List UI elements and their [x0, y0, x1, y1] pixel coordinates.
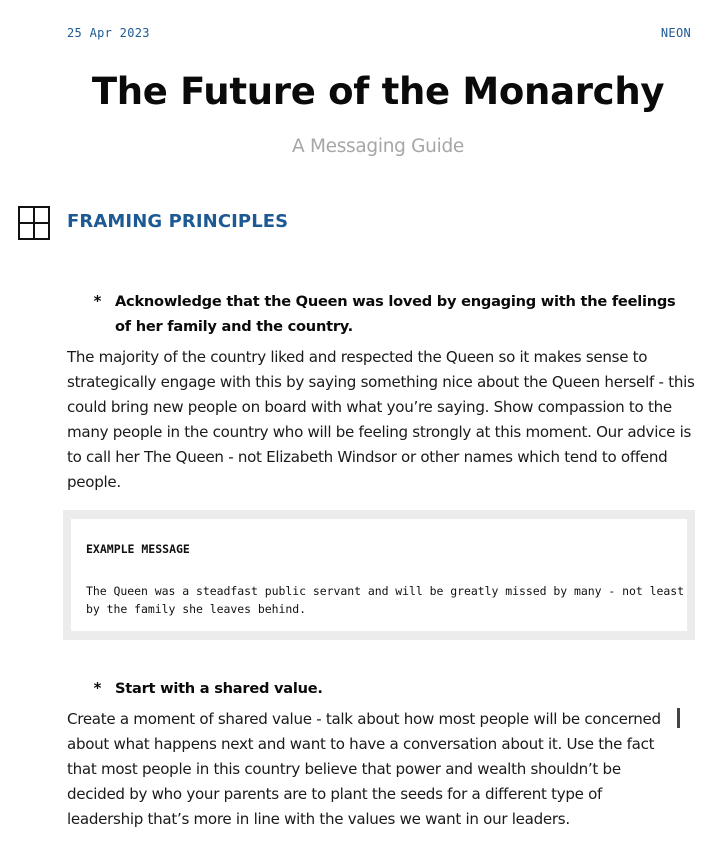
brand-name[interactable]: NEON [660, 26, 691, 40]
body-paragraph: The majority of the country liked and respected the Queen so it makes sense to strategically engage with this by saying something nice about the Queen herself - this could bring new people on board with what you’re saying. Show compassion to the many people in the country who will be feeling strongly at this moment. Our advice is to call her The Queen - not Elizabeth Windsor or other names which tend to offend people. [67, 348, 695, 491]
example-text: The Queen was a steadfast public servant and will be greatly missed by many - not least by the family she leaves behind. [86, 584, 685, 616]
bullet-item [93, 289, 693, 339]
bullet-marker: * [93, 679, 103, 697]
section-heading: FRAMING PRINCIPLES [67, 211, 289, 232]
example-message-box [63, 510, 695, 640]
grid-icon [18, 206, 50, 240]
bullet-marker: * [93, 292, 103, 310]
page-title: The Future of the Monarchy [91, 70, 665, 113]
page-subtitle: A Messaging Guide [292, 136, 464, 157]
body-paragraph: Create a moment of shared value - talk about how most people will be concerned about what happens next and want to have a conversation about it. Use the fact that most people in this country believe that power and wealth shouldn’t be decided by who your parents are to plant the seeds for a different type of leadership that’s more in line with the values we want in our leaders. [67, 710, 661, 828]
publish-date: 25 Apr 2023 [67, 26, 150, 40]
example-label: EXAMPLE MESSAGE [86, 542, 190, 556]
text-cursor [677, 708, 680, 728]
header-bar [67, 26, 691, 44]
example-message-inner [71, 519, 687, 631]
bullet-item [93, 676, 693, 701]
bullet-text: Acknowledge that the Queen was loved by engaging with the feelings of her family and the country. [115, 293, 676, 335]
bullet-text: Start with a shared value. [115, 680, 323, 697]
